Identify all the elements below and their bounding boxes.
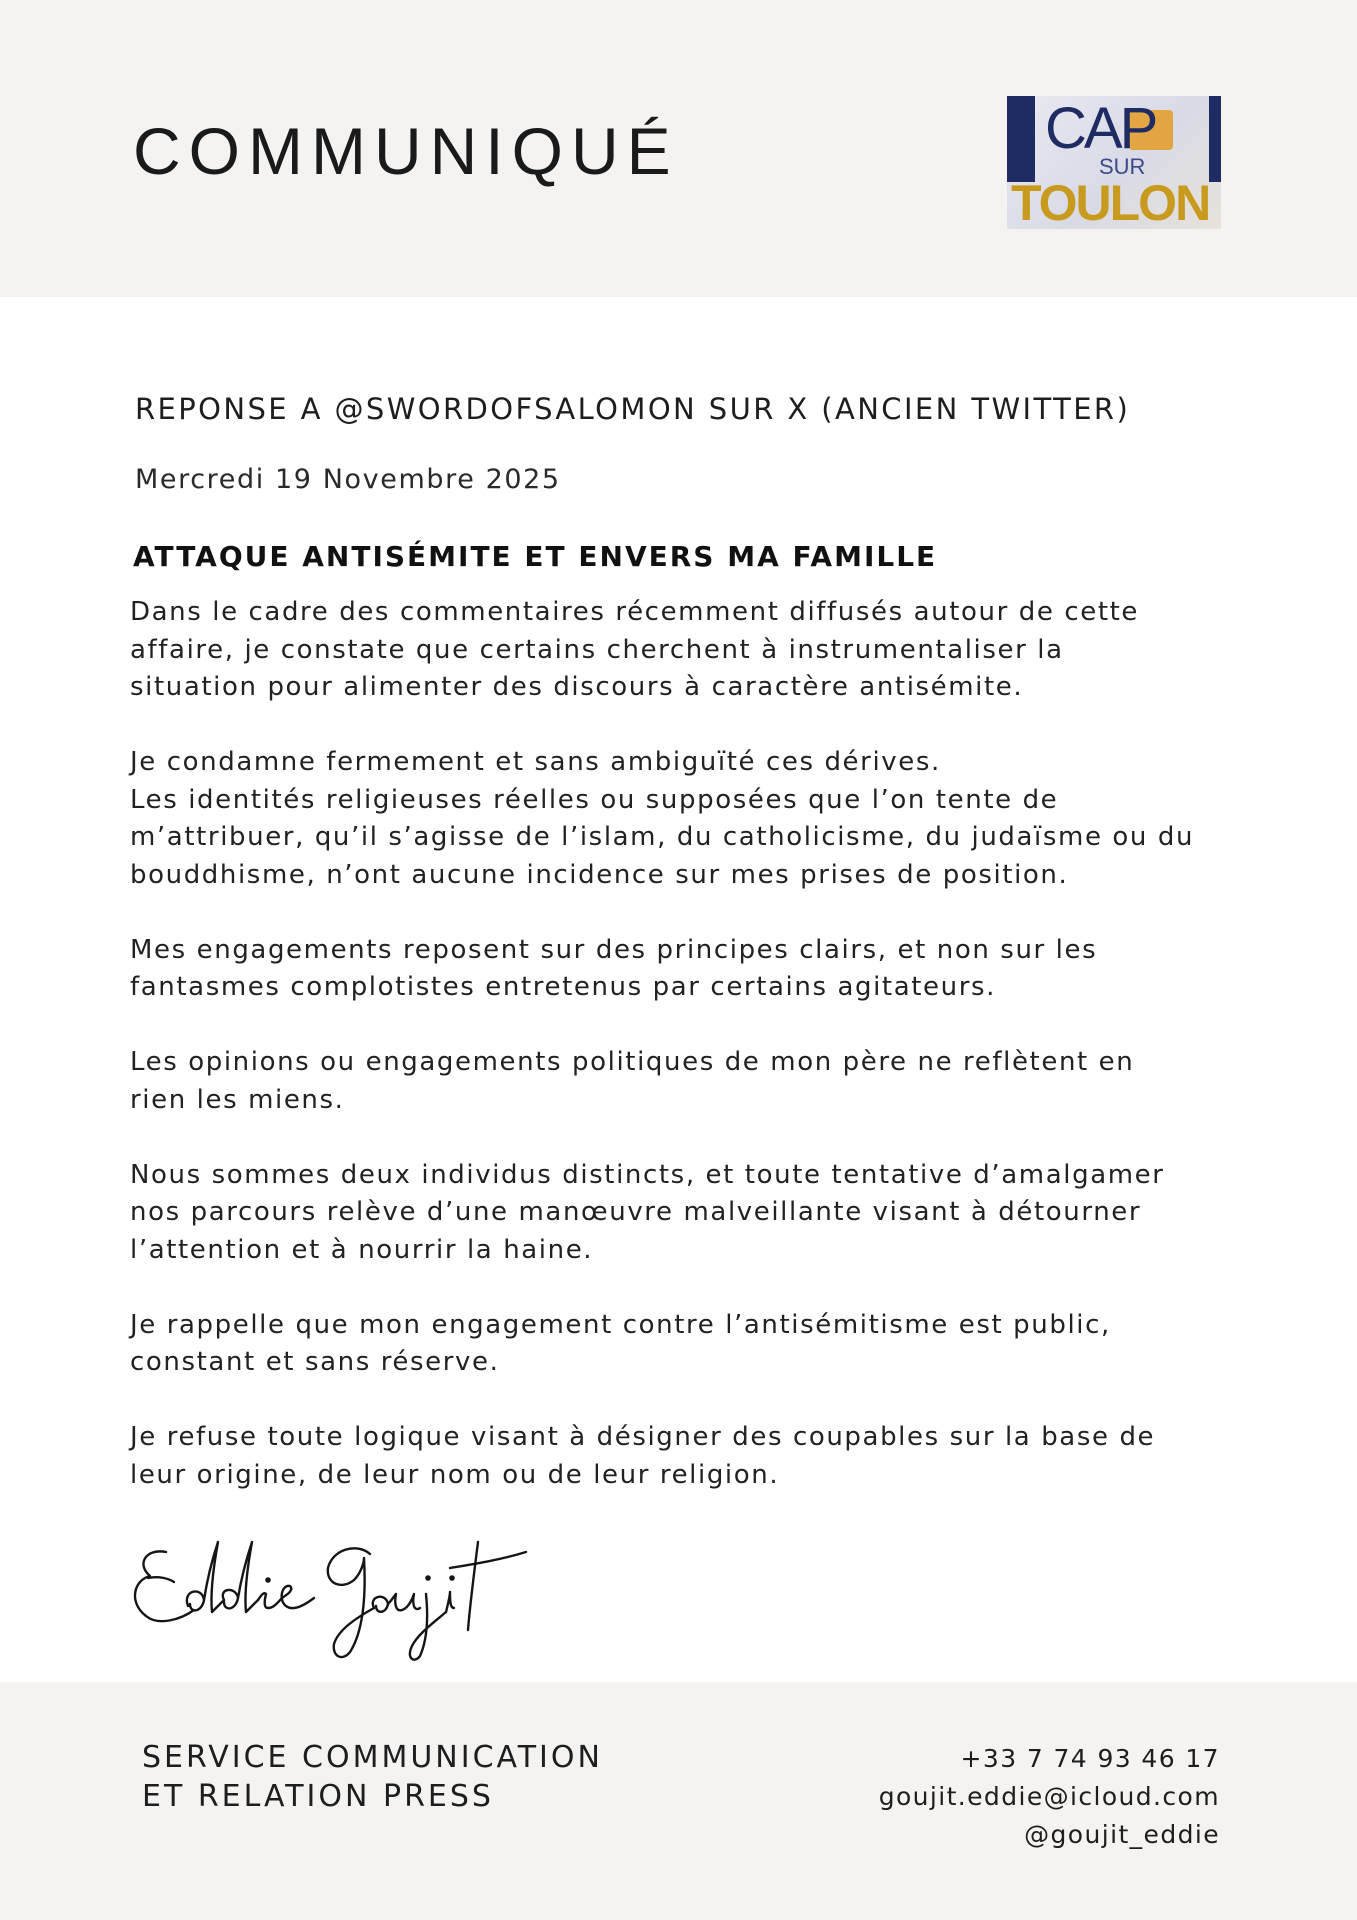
body-line: constant et sans réserve. bbox=[130, 1347, 500, 1377]
paragraph-3 bbox=[130, 932, 1290, 1007]
body-line: affaire, je constate que certains cherchent à instrumentaliser la bbox=[130, 634, 1064, 665]
footer-contact bbox=[879, 1740, 1220, 1854]
body-line: nos parcours relève d’une manœuvre malveillante visant à détourner bbox=[130, 1197, 1142, 1227]
logo-text-toulon: TOULON bbox=[1011, 175, 1210, 229]
body-line: Les identités religieuses réelles ou supposées que l’on tente de bbox=[130, 784, 1059, 815]
body-line: Mes engagements reposent sur des principes clairs, et non sur les bbox=[130, 934, 1098, 965]
contact-handle: @goujit_eddie bbox=[1024, 1820, 1220, 1849]
body-line: Les opinions ou engagements politiques de mon père ne reflètent en bbox=[130, 1047, 1135, 1077]
body-line: Je condamne fermement et sans ambiguïté ces dérives. bbox=[130, 747, 941, 777]
paragraph-7 bbox=[130, 1419, 1290, 1494]
footer-service bbox=[142, 1738, 603, 1816]
handwritten-signature bbox=[128, 1534, 548, 1664]
contact-phone: +33 7 74 93 46 17 bbox=[960, 1744, 1220, 1773]
body-line: Nous sommes deux individus distincts, et toute tentative d’amalgamer bbox=[130, 1159, 1165, 1190]
body-line: fantasmes complotistes entretenus par certains agitateurs. bbox=[130, 972, 997, 1002]
footer-service-line: SERVICE COMMUNICATION bbox=[142, 1740, 603, 1775]
logo-left-bar bbox=[1007, 96, 1035, 182]
paragraph-1 bbox=[130, 594, 1290, 707]
body-line: rien les miens. bbox=[130, 1084, 345, 1115]
body-line: l’attention et à nourrir la haine. bbox=[130, 1234, 594, 1265]
contact-email: goujit.eddie@icloud.com bbox=[878, 1782, 1220, 1811]
document-body bbox=[130, 594, 1290, 1532]
page-title: COMMUNIQUÉ bbox=[133, 114, 679, 188]
body-line: Je refuse toute logique visant à désigner des coupables sur la base de bbox=[130, 1422, 1156, 1452]
logo-text-cap: CAP bbox=[1045, 96, 1156, 161]
paragraph-4 bbox=[130, 1044, 1290, 1119]
logo-text-sur: SUR bbox=[1099, 154, 1146, 179]
body-line: m’attribuer, qu’il s’agisse de l’islam, du catholicisme, du judaïsme ou du bbox=[130, 822, 1195, 852]
document-date: Mercredi 19 Novembre 2025 bbox=[135, 464, 561, 495]
body-line: Dans le cadre des commentaires récemment diffusés autour de cette bbox=[130, 597, 1139, 627]
paragraph-2 bbox=[130, 744, 1290, 894]
document-heading: ATTAQUE ANTISÉMITE ET ENVERS MA FAMILLE bbox=[133, 540, 938, 573]
body-line: Je rappelle que mon engagement contre l’antisémitisme est public, bbox=[130, 1309, 1111, 1340]
paragraph-6 bbox=[130, 1307, 1290, 1382]
body-line: leur origine, de leur nom ou de leur religion. bbox=[130, 1459, 780, 1490]
header-band bbox=[0, 0, 1357, 297]
footer-service-line: ET RELATION PRESS bbox=[142, 1779, 494, 1814]
body-line: situation pour alimenter des discours à caractère antisémite. bbox=[130, 672, 1024, 702]
body-line: bouddhisme, n’ont aucune incidence sur mes prises de position. bbox=[130, 859, 1069, 890]
logo-right-bar bbox=[1209, 96, 1221, 182]
document-subject: REPONSE A @SWORDOFSALOMON SUR X (ANCIEN TWITTER) bbox=[135, 392, 1131, 426]
paragraph-5 bbox=[130, 1157, 1290, 1270]
cap-sur-toulon-logo bbox=[1007, 96, 1221, 229]
